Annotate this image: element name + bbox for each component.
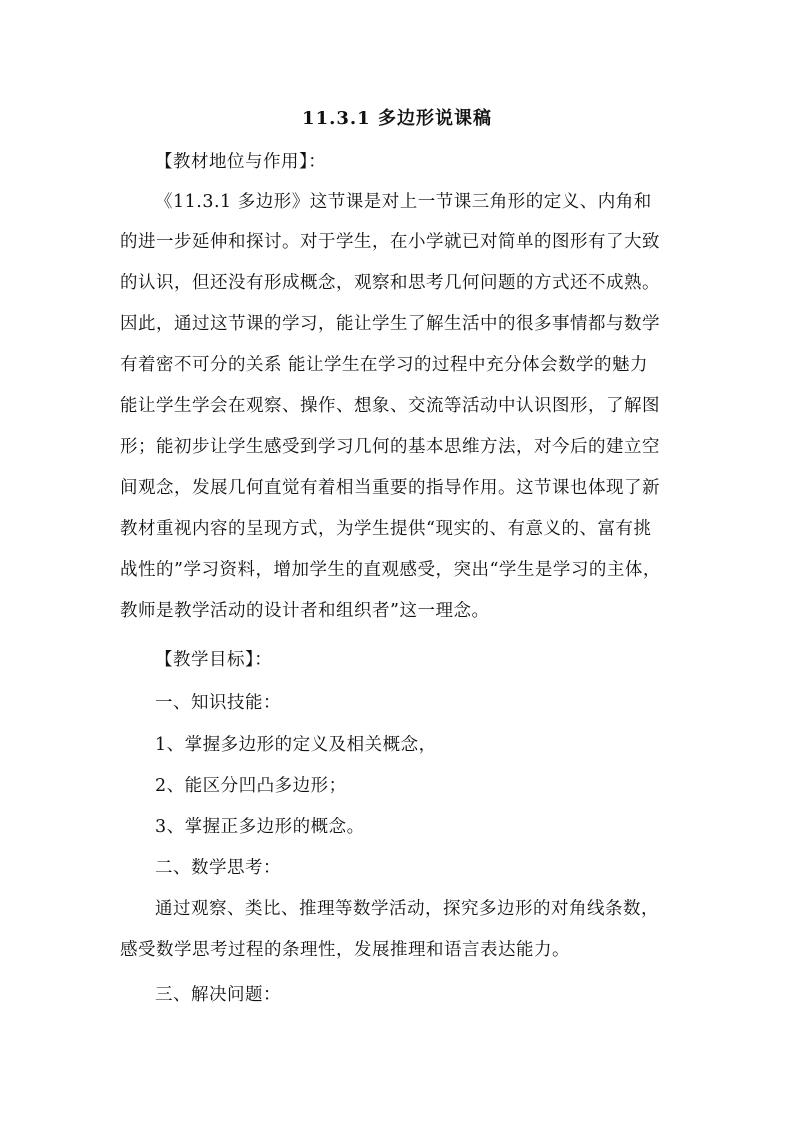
subsection-heading-knowledge: 一、知识技能： xyxy=(155,693,281,713)
subsection-heading-problem: 三、解决问题： xyxy=(155,985,281,1005)
knowledge-item: 1、掌握多边形的定义及相关概念， xyxy=(155,735,437,755)
paragraph-line: 教材重视内容的呈现方式，为学生提供“现实的、有意义的、富有挑 xyxy=(120,519,652,539)
paragraph-line: 《11.3.1 多边形》这节课是对上一节课三角形的定义、内角和 xyxy=(155,192,652,212)
knowledge-item: 2、能区分凹凸多边形； xyxy=(155,776,347,796)
section-heading-materials: 【教材地位与作用】： xyxy=(155,152,327,172)
paragraph-line: 的认识，但还没有形成概念，观察和思考几何问题的方式还不成熟。 xyxy=(120,273,660,293)
paragraph-line: 战性的”学习资料，增加学生的直观感受，突出“学生是学习的主体， xyxy=(120,560,661,580)
paragraph-line: 有着密不可分的关系 能让学生在学习的过程中充分体会数学的魅力 xyxy=(120,355,649,375)
subsection-heading-thinking: 二、数学思考： xyxy=(155,858,281,878)
paragraph-line: 形；能初步让学生感受到学习几何的基本思维方法，对今后的建立空 xyxy=(120,437,660,457)
paragraph-line: 的进一步延伸和探讨。对于学生，在小学就已对简单的图形有了大致 xyxy=(120,232,660,252)
document-title: 11.3.1 多边形说课稿 xyxy=(302,108,492,129)
paragraph-line: 能让学生学会在观察、操作、想象、交流等活动中认识图形，了解图 xyxy=(120,396,660,416)
paragraph-line: 通过观察、类比、推理等数学活动，探究多边形的对角线条数， xyxy=(155,899,659,919)
knowledge-item: 3、掌握正多边形的概念。 xyxy=(155,817,365,837)
paragraph-line: 感受数学思考过程的条理性，发展推理和语言表达能力。 xyxy=(120,940,570,960)
paragraph-line: 因此，通过这节课的学习，能让学生了解生活中的很多事情都与数学 xyxy=(120,314,660,334)
paragraph-line: 教师是教学活动的设计者和组织者”这一理念。 xyxy=(120,601,490,621)
section-heading-goals: 【教学目标】： xyxy=(155,650,273,670)
paragraph-line: 间观念，发展几何直觉有着相当重要的指导作用。这节课也体现了新 xyxy=(120,478,660,498)
